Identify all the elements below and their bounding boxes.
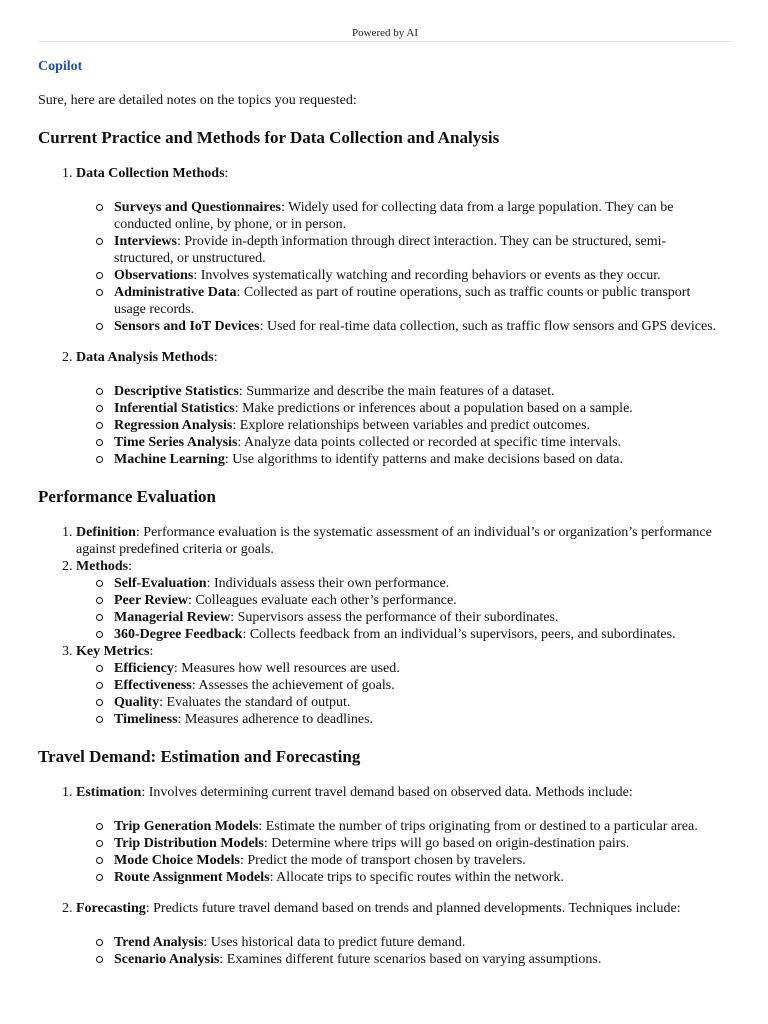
list-item: Peer Review: Colleagues evaluate each other’s performance.	[114, 592, 720, 609]
list-item: Time Series Analysis: Analyze data points collected or recorded at specific time intervals.	[114, 434, 720, 451]
list-item: Observations: Involves systematically watching and recording behaviors or events as they occur.	[114, 267, 720, 284]
bullet-circle-icon	[96, 405, 103, 412]
section-title: Current Practice and Methods for Data Collection and Analysis	[38, 128, 500, 147]
section-title: Travel Demand: Estimation and Forecasting	[38, 747, 361, 766]
bullet-circle-icon	[96, 597, 103, 604]
list-item: Surveys and Questionnaires: Widely used for collecting data from a large population. They can be conducted online, by phone, or in person.	[114, 199, 720, 233]
list-item: Trip Generation Models: Estimate the number of trips originating from or destined to a particular area.	[114, 818, 720, 835]
list-item: Timeliness: Measures adherence to deadlines.	[114, 711, 720, 728]
list-item: Managerial Review: Supervisors assess the performance of their subordinates.	[114, 609, 720, 626]
copilot-name: Copilot	[38, 59, 83, 74]
list-item: Regression Analysis: Explore relationships between variables and predict outcomes.	[114, 417, 720, 434]
bullet-circle-icon	[96, 665, 103, 672]
bullet-circle-icon	[96, 323, 103, 330]
list-item: Self-Evaluation: Individuals assess their own performance.	[114, 575, 720, 592]
response-content	[38, 128, 738, 968]
bullet-list	[76, 818, 738, 886]
list-item: Effectiveness: Assesses the achievement of goals.	[114, 677, 720, 694]
bullet-list	[76, 383, 738, 468]
bullet-list	[76, 199, 738, 335]
list-item: Scenario Analysis: Examines different future scenarios based on varying assumptions.	[114, 951, 720, 968]
numbered-list	[38, 784, 738, 968]
bullet-circle-icon	[96, 614, 103, 621]
list-item: 3. Key Metrics: Efficiency: Measures how well resources are used. Effectiveness: Assesses the achievement of goals. Quality: Evaluates the standard of output. Timeliness: Measures adherence to deadlines.	[76, 643, 738, 728]
bullet-circle-icon	[96, 956, 103, 963]
bullet-circle-icon	[96, 840, 103, 847]
list-item: Trip Distribution Models: Determine where trips will go based on origin-destination pairs.	[114, 835, 720, 852]
bullet-circle-icon	[96, 682, 103, 689]
bullet-circle-icon	[96, 272, 103, 279]
intro-text: Sure, here are detailed notes on the topics you requested:	[38, 93, 357, 108]
bullet-circle-icon	[96, 204, 103, 211]
list-item: 1. Data Collection Methods: Surveys and Questionnaires: Widely used for collecting data from a large population. They can be conducted online, by phone, or in person. Interviews: Provide in-depth information through direct interaction. They can be structured, semi-structured, or unstructured. Observations: Involves systematically watching and recording behaviors or events as they occur. Administrative Data: Collected as part of routine operations, such as traffic counts or public transport usage records. Sensors and IoT Devices: Used for real-time data collection, such as traffic flow sensors and GPS devices.	[76, 165, 738, 335]
numbered-list	[38, 524, 738, 728]
list-item: Administrative Data: Collected as part of routine operations, such as traffic counts or public transport usage records.	[114, 284, 720, 318]
bullet-circle-icon	[96, 580, 103, 587]
list-item: Quality: Evaluates the standard of output.	[114, 694, 720, 711]
bullet-circle-icon	[96, 939, 103, 946]
bullet-circle-icon	[96, 857, 103, 864]
list-item: 2. Forecasting: Predicts future travel demand based on trends and planned developments. Techniques include: Trend Analysis: Uses historical data to predict future demand. Scenario Analysis: Examines different future scenarios based on varying assumptions.	[76, 900, 738, 968]
list-item: Mode Choice Models: Predict the mode of transport chosen by travelers.	[114, 852, 720, 869]
bullet-circle-icon	[96, 699, 103, 706]
list-item: Trend Analysis: Uses historical data to predict future demand.	[114, 934, 720, 951]
bullet-circle-icon	[96, 439, 103, 446]
list-item: Route Assignment Models: Allocate trips to specific routes within the network.	[114, 869, 720, 886]
section-title: Performance Evaluation	[38, 487, 216, 506]
bullet-circle-icon	[96, 456, 103, 463]
list-item: Machine Learning: Use algorithms to identify patterns and make decisions based on data.	[114, 451, 720, 468]
bullet-circle-icon	[96, 289, 103, 296]
bullet-list	[76, 575, 738, 643]
list-item: 2. Data Analysis Methods: Descriptive Statistics: Summarize and describe the main features of a dataset. Inferential Statistics: Make predictions or inferences about a population based on a sample. Regression Analysis: Explore relationships between variables and predict outcomes. Time Series Analysis: Analyze data points collected or recorded at specific time intervals. Machine Learning: Use algorithms to identify patterns and make decisions based on data.	[76, 349, 738, 468]
bullet-circle-icon	[96, 874, 103, 881]
bullet-circle-icon	[96, 388, 103, 395]
bullet-list	[76, 660, 738, 728]
list-item: 2. Methods: Self-Evaluation: Individuals assess their own performance. Peer Review: Colleagues evaluate each other’s performance. Managerial Review: Supervisors assess the performance of their subordinates. 360-Degree Feedback: Collects feedback from an individual’s supervisors, peers, and subordinates.	[76, 558, 738, 643]
numbered-list	[38, 165, 738, 468]
list-item: 1. Definition: Performance evaluation is the systematic assessment of an individual’s or organization’s performance against predefined criteria or goals.	[76, 524, 738, 558]
powered-by-label: Powered by AI	[38, 26, 732, 42]
bullet-circle-icon	[96, 823, 103, 830]
bullet-circle-icon	[96, 238, 103, 245]
list-item: Efficiency: Measures how well resources are used.	[114, 660, 720, 677]
bullet-list	[76, 934, 738, 968]
list-item: 360-Degree Feedback: Collects feedback from an individual’s supervisors, peers, and subordinates.	[114, 626, 720, 643]
bullet-circle-icon	[96, 422, 103, 429]
list-item: Inferential Statistics: Make predictions or inferences about a population based on a sample.	[114, 400, 720, 417]
bullet-circle-icon	[96, 631, 103, 638]
list-item: Descriptive Statistics: Summarize and describe the main features of a dataset.	[114, 383, 720, 400]
list-item: Interviews: Provide in-depth information through direct interaction. They can be structured, semi-structured, or unstructured.	[114, 233, 720, 267]
list-item: 1. Estimation: Involves determining current travel demand based on observed data. Methods include: Trip Generation Models: Estimate the number of trips originating from or destined to a particular area. Trip Distribution Models: Determine where trips will go based on origin-destination pairs. Mode Choice Models: Predict the mode of transport chosen by travelers. Route Assignment Models: Allocate trips to specific routes within the network.	[76, 784, 738, 886]
bullet-circle-icon	[96, 716, 103, 723]
list-item: Sensors and IoT Devices: Used for real-time data collection, such as traffic flow sensors and GPS devices.	[114, 318, 720, 335]
